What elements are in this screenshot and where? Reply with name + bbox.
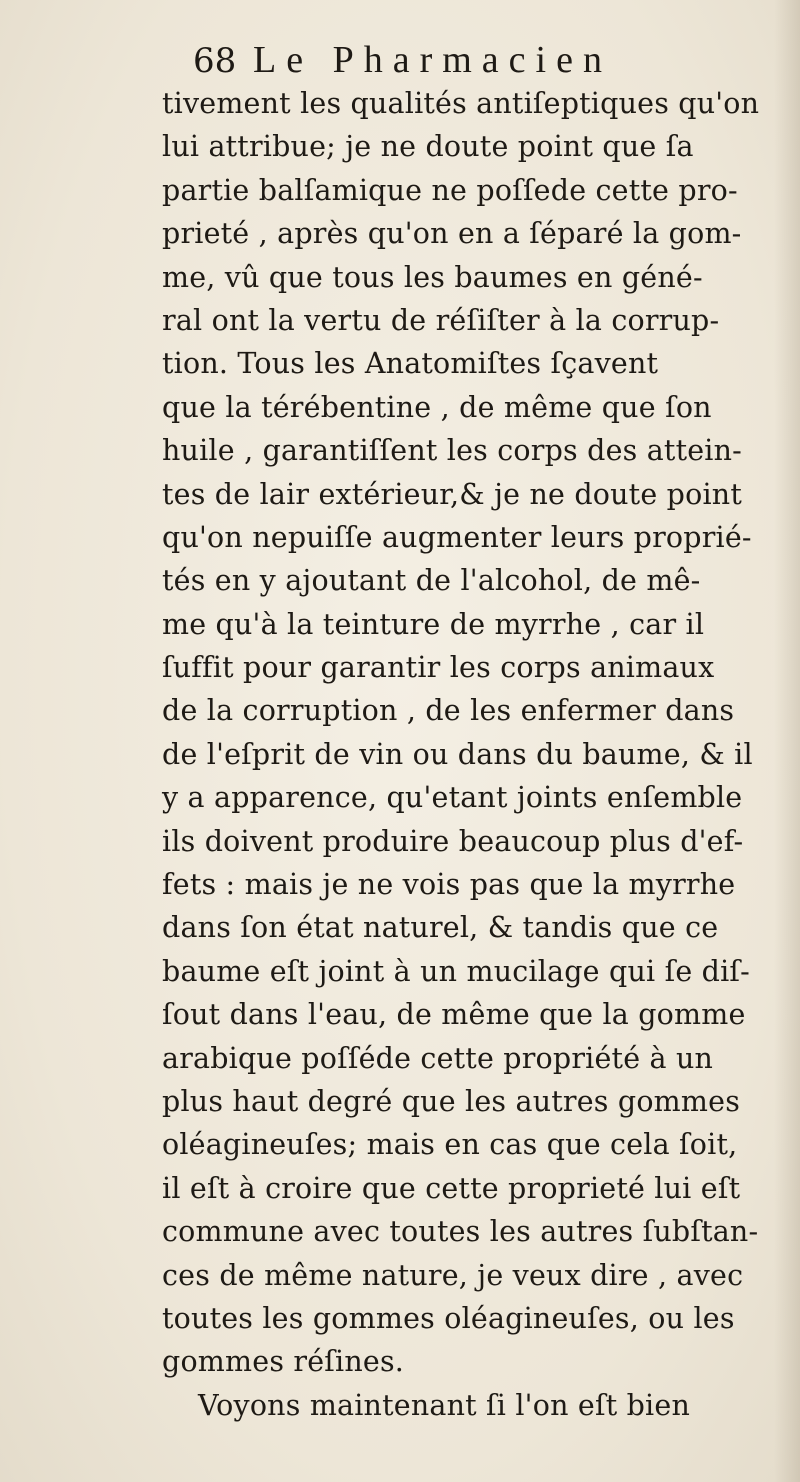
running-title: Le Pharmacien [253,39,612,81]
body-text [162,82,762,1427]
text-line: tes de lair extérieur,& je ne doute point [162,477,742,511]
text-line: lui attribue; je ne doute point que ſa [162,130,694,164]
running-head [193,38,753,88]
text-line: tivement les qualités antiſeptiques qu'on [162,87,760,120]
text-line: me, vû que tous les baumes en géné- [162,260,703,294]
text-line: Voyons maintenant ſi l'on eſt bien [198,1388,690,1422]
text-line: ſout dans l'eau, de même que la gomme [162,998,746,1032]
text-line: ils doivent produire beaucoup plus d'ef- [162,824,744,858]
text-line: dans ſon état naturel, & tandis que ce [162,911,719,945]
text-line: qu'on nepuiſſe augmenter leurs proprié- [162,520,752,554]
text-line: ces de même nature, je veux dire , avec [162,1258,744,1292]
text-line: partie balſamique ne poſſede cette pro- [162,173,738,207]
text-line: y a apparence, qu'etant joints enſemble [162,781,743,815]
text-line: huile , garantiſſent les corps des attein- [162,434,742,468]
text-line: oléagineuſes; mais en cas que cela ſoit, [162,1128,738,1162]
page-number: 68 [193,41,237,81]
text-line: prieté , après qu'on en a ſéparé la gom- [162,217,742,251]
text-line: de l'eſprit de vin ou dans du baume, & il [162,737,753,771]
text-line: tion. Tous les Anatomiſtes ſçavent [162,347,659,381]
text-line: commune avec toutes les autres ſubſtan- [162,1215,759,1249]
text-line: tés en y ajoutant de l'alcohol, de mê- [162,564,701,598]
page-edge-shadow [774,0,800,1482]
text-line: gommes réſines. [162,1345,405,1379]
text-line: ſuffit pour garantir les corps animaux [162,651,715,685]
text-line: que la térébentine , de même que ſon [162,390,712,424]
text-line: de la corruption , de les enfermer dans [162,694,735,728]
text-line: il eſt à croire que cette proprieté lui eſt [162,1171,741,1205]
text-line: ral ont la vertu de réſiſter à la corrup- [162,303,720,337]
text-line: arabique poſſéde cette propriété à un [162,1041,714,1075]
text-line: me qu'à la teinture de myrrhe , car il [162,607,705,641]
text-line: plus haut degré que les autres gommes [162,1084,741,1118]
text-line: toutes les gommes oléagineuſes, ou les [162,1301,735,1335]
text-line: baume eſt joint à un mucilage qui ſe diſ- [162,954,750,988]
text-line: fets : mais je ne vois pas que la myrrhe [162,868,736,902]
